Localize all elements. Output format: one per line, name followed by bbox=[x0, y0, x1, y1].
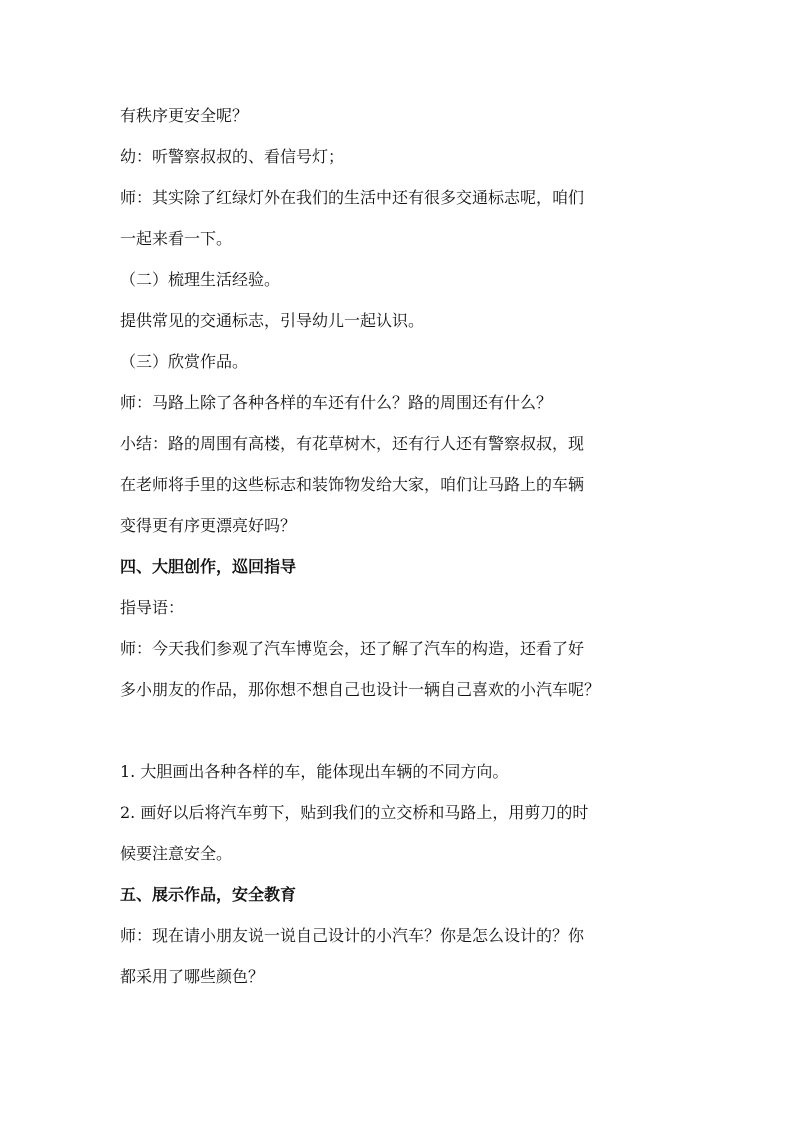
list-item-continuation: 候要注意安全。 bbox=[120, 844, 233, 863]
document-body bbox=[120, 100, 720, 1002]
paragraph-line: 一起来看一下。 bbox=[120, 229, 233, 248]
paragraph-line: 提供常见的交通标志，引导幼儿一起认识。 bbox=[120, 311, 425, 330]
summary-line: 在老师将手里的这些标志和装饰物发给大家，咱们让马路上的车辆 bbox=[120, 475, 585, 494]
teacher-line: 师：马路上除了各种各样的车还有什么？路的周围还有什么？ bbox=[120, 393, 553, 412]
child-answer-line: 幼：听警察叔叔的、看信号灯； bbox=[120, 147, 345, 166]
section-heading-5: 五、展示作品，安全教育 bbox=[120, 885, 297, 904]
teacher-line: 多小朋友的作品，那你想不想自己也设计一辆自己喜欢的小汽车呢？ bbox=[120, 680, 601, 699]
section-heading-4: 四、大胆创作，巡回指导 bbox=[120, 557, 297, 576]
subsection-title: （三）欣赏作品。 bbox=[120, 352, 249, 371]
guide-label: 指导语： bbox=[120, 598, 185, 617]
teacher-line: 师：其实除了红绿灯外在我们的生活中还有很多交通标志呢，咱们 bbox=[120, 188, 585, 207]
teacher-line: 师：今天我们参观了汽车博览会，还了解了汽车的构造，还看了好 bbox=[120, 639, 585, 658]
teacher-line: 师：现在请小朋友说一说自己设计的小汽车？你是怎么设计的？你 bbox=[120, 926, 585, 945]
summary-line: 变得更有序更漂亮好吗？ bbox=[120, 516, 297, 535]
list-item: 1. 大胆画出各种各样的车，能体现出车辆的不同方向。 bbox=[120, 762, 509, 781]
list-item: 2. 画好以后将汽车剪下，贴到我们的立交桥和马路上，用剪刀的时 bbox=[120, 803, 589, 822]
blank-line bbox=[120, 715, 720, 747]
teacher-line: 都采用了哪些颜色？ bbox=[120, 967, 265, 986]
subsection-title: （二）梳理生活经验。 bbox=[120, 270, 281, 289]
paragraph-line: 有秩序更安全呢？ bbox=[120, 106, 249, 125]
summary-line: 小结：路的周围有高楼，有花草树木，还有行人还有警察叔叔，现 bbox=[120, 434, 585, 453]
